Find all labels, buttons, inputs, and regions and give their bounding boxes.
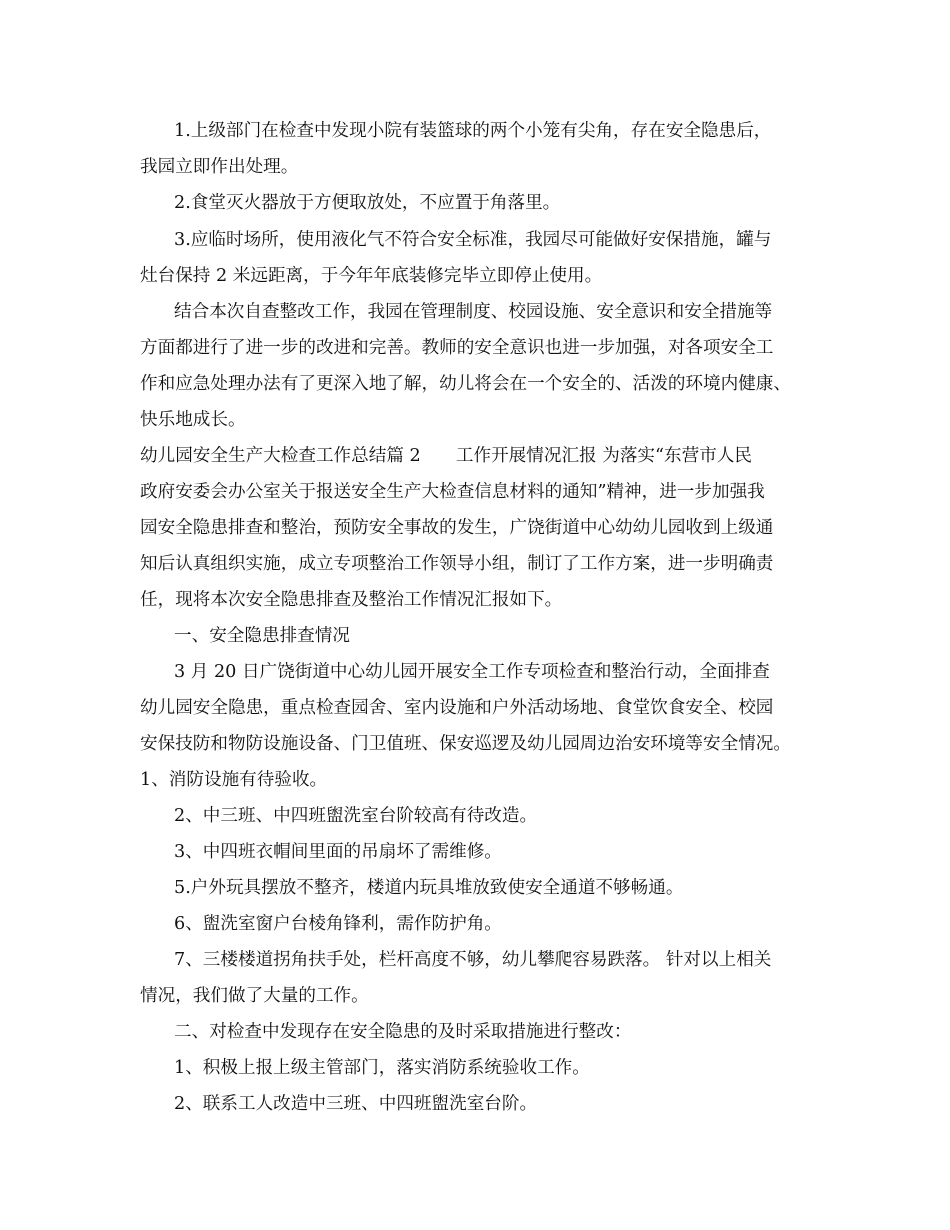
list-item: 2、中三班、中四班盥洗室台阶较高有待改造。 — [174, 806, 538, 826]
list-item: 1、消防设施有待验收。 — [140, 770, 328, 790]
text-line: 政府安委会办公室关于报送安全生产大检查信息材料的通知”精神，进一步加强我 — [140, 482, 765, 502]
text-line: 快乐地成长。 — [140, 410, 246, 430]
list-item: 7、三楼楼道拐角扶手处，栏杆高度不够，幼儿攀爬容易跌落。 针对以上相关 — [174, 950, 772, 970]
text-line: 任，现将本次安全隐患排查及整治工作情况汇报如下。 — [140, 590, 563, 610]
text-line: 园安全隐患排查和整治，预防安全事故的发生，广饶街道中心幼幼儿园收到上级通 — [140, 518, 774, 538]
list-item: 6、盥洗室窗户台棱角锋利，需作防护角。 — [174, 914, 502, 934]
text-line: 知后认真组织实施，成立专项整治工作领导小组，制订了工作方案，进一步明确责 — [140, 554, 774, 574]
list-item: 3、中四班衣帽间里面的吊扇坏了需维修。 — [174, 842, 502, 862]
section-heading-line: 幼儿园安全生产大检查工作总结篇 2 工作开展情况汇报 为落实“东营市人民 — [140, 446, 752, 466]
text-line: 我园立即作出处理。 — [140, 157, 299, 177]
text-line: 幼儿园安全隐患，重点检查园舍、室内设施和户外活动场地、食堂饮食安全、校园 — [140, 698, 774, 718]
text-line: 安保技防和物防设施设备、门卫值班、保安巡逻及幼儿园周边治安环境等安全情况。 — [140, 734, 791, 754]
text-line: 情况，我们做了大量的工作。 — [140, 986, 369, 1006]
section-heading: 一、安全隐患排查情况 — [174, 626, 350, 646]
text-line: 1.上级部门在检查中发现小院有装篮球的两个小笼有尖角，存在安全隐患后， — [174, 121, 772, 141]
text-line: 作和应急处理办法有了更深入地了解，幼儿将会在一个安全的、活泼的环境内健康、 — [140, 374, 791, 394]
text-line: 方面都进行了进一步的改进和完善。教师的安全意识也进一步加强，对各项安全工 — [140, 338, 774, 358]
list-item: 5.户外玩具摆放不整齐，楼道内玩具堆放致使安全通道不够畅通。 — [174, 878, 684, 898]
text-line: 3 月 20 日广饶街道中心幼儿园开展安全工作专项检查和整治行动，全面排查 — [174, 662, 770, 682]
list-item: 1、积极上报上级主管部门，落实消防系统验收工作。 — [174, 1058, 590, 1078]
section-heading: 二、对检查中发现存在安全隐患的及时采取措施进行整改： — [174, 1022, 632, 1042]
text-line: 2.食堂灭火器放于方便取放处，不应置于角落里。 — [174, 193, 561, 213]
list-item: 2、联系工人改造中三班、中四班盥洗室台阶。 — [174, 1094, 538, 1114]
text-line: 3.应临时场所，使用液化气不符合安全标准，我园尽可能做好安保措施，罐与 — [174, 230, 772, 250]
text-line: 结合本次自查整改工作，我园在管理制度、校园设施、安全意识和安全措施等 — [174, 302, 773, 322]
text-line: 灶台保持 2 米远距离，于今年年底装修完毕立即停止使用。 — [140, 266, 603, 286]
